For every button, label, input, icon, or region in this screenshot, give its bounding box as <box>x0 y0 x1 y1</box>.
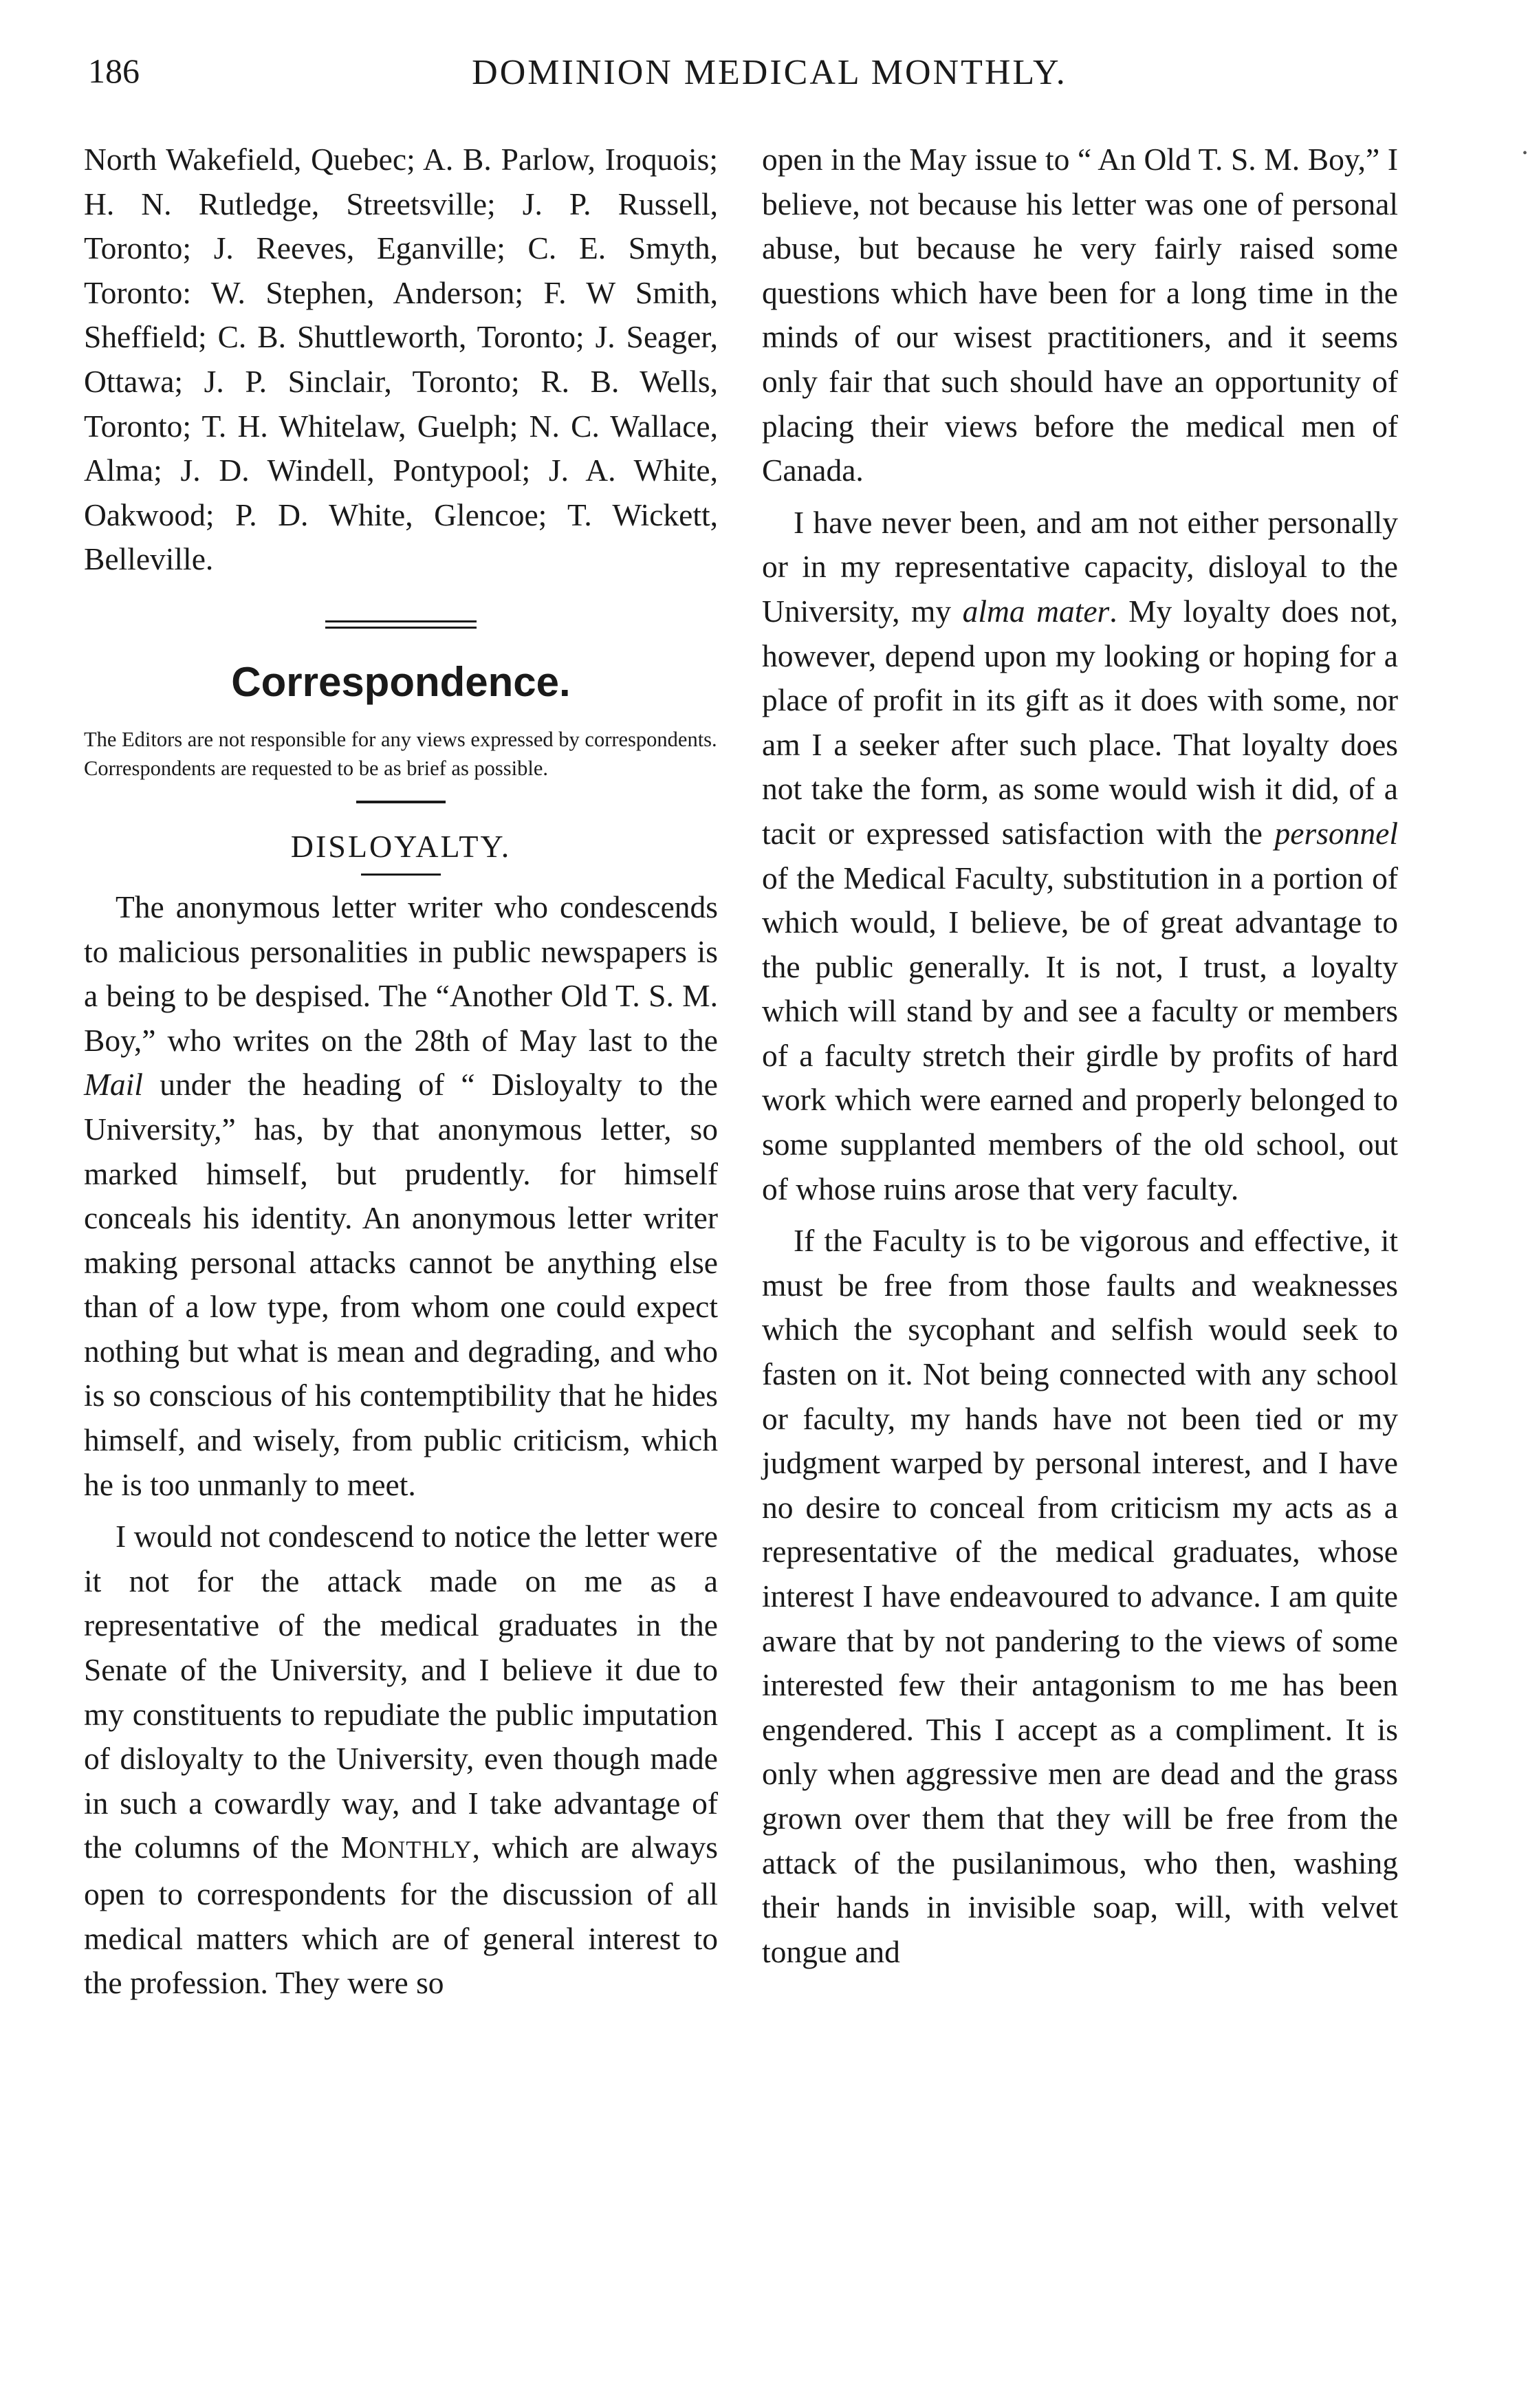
double-rule-divider <box>325 620 477 629</box>
names-list-paragraph: North Wakefield, Quebec; A. B. Parlow, Iroquois; H. N. Rutledge, Streetsville; J. P. Russell, Toronto; J. Reeves, Eganville; C. E. Smyth, Toronto: W. Stephen, Anderson; F. W Smith, Sheffield; C. B. Shuttleworth, Toronto; J. Seager, Ottawa; J. P. Sinclair, Toronto; R. B. Wells, Toronto; T. H. Whitelaw, Guelph; N. C. Wallace, Alma; J. D. Windell, Pontypool; J. A. White, Oakwood; P. D. White, Glencoe; T. Wickett, Belleville. <box>84 142 718 577</box>
italic-personnel: personnel <box>1274 815 1398 851</box>
small-caps-monthly: MONTHLY <box>340 1830 472 1865</box>
text-run: I have never been, and am not either personally or in my representative capacity, disloyal to the University, my <box>762 504 1398 629</box>
editor-note: The Editors are not responsible for any views expressed by correspondents. <box>84 727 717 751</box>
text-run: I would not condescend to notice the letter were it not for the attack made on me as a representative of the medical graduates in the Senate of the University, and I believe it due to my constituents to repudiate the public imputation of disloyalty to the University, even though made in such a cowardly way, and I take advantage of the columns of the <box>84 1519 718 1865</box>
section-heading: Correspondence. <box>231 658 571 705</box>
text-run: . My loyalty does not, however, depend upon my looking or hoping for a place of profit in its gift as it does with some, nor am I a seeker after such place. That loyalty does not take the form, as some would wish it did, of a tacit or expressed satisfaction with the <box>762 593 1399 851</box>
text-run: of the Medical Faculty, substitution in a portion of which would, I believe, be of great advantage to the public generally. It is not, I trust, a loyalty which will stand by and see a faculty or members of a faculty stretch their girdle by profits of hard work which were earned and properly belonged to some supplanted members of the old school, out of whose ruins arose that very faculty. <box>762 860 1398 1206</box>
italic-alma-mater: alma mater <box>962 593 1110 629</box>
tiny-rule-divider <box>361 874 441 876</box>
text-run: , which are always open to correspondents for the discussion of all medical matters which are of general interest to the profession. They were so <box>84 1830 718 2001</box>
text-run: The anonymous letter writer who condescends to malicious personalities in public newspapers is a being to be despised. The “Another Old T. S. M. Boy,” who writes on the 28th of May last to the <box>84 889 718 1058</box>
text-run: under the heading of “ Disloyalty to the University,” has, by that anonymous letter, so marked himself, but prudently. for himself conceals his identity. An anonymous letter writer making personal attacks cannot be anything else than of a low type, from whom one could expect nothing but what is mean and degrading, and who is so conscious of his contemptibility that he hides himself, and wisely, from public criticism, which he is too unmanly to meet. <box>84 1067 718 1502</box>
italic-mail: Mail <box>84 1067 143 1103</box>
margin-speck: • <box>1522 146 1528 161</box>
faculty-paragraph: If the Faculty is to be vigorous and effective, it must be free from those faults and weaknesses which the sycophant and selfish would seek to fasten on it. Not being connected with any school or faculty, my hands have not been tied or my judgment warped by personal interest, and I have no desire to conceal from criticism my acts as a representative of the medical graduates, whose interest I have endeavoured to advance. I am quite aware that by not pandering to the views of some interested few their antagonism to me has been engendered. This I accept as a compliment. It is only when aggressive men are dead and the grass grown over them that they will be free from the attack of the pusilanimous, who then, washing their hands in invisible soap, will, with velvet tongue and <box>762 1223 1398 1969</box>
short-rule-divider <box>356 801 446 803</box>
left-column <box>84 138 718 2006</box>
letter-title: DISLOYALTY. <box>290 828 512 864</box>
right-column <box>762 138 1398 1974</box>
loyalty-paragraph <box>762 501 1398 1212</box>
letter-paragraph-1 <box>84 885 718 1507</box>
correspondent-note: Correspondents are requested to be as brief as possible. <box>84 756 549 780</box>
continued-paragraph: open in the May issue to “ An Old T. S. M. Boy,” I believe, not because his letter was one of personal abuse, but because he very fairly raised some questions which have been for a long time in the minds of our wisest practitioners, and it seems only fair that such should have an opportunity of placing their views before the medical men of Canada. <box>762 142 1398 488</box>
page-number: 186 <box>88 52 140 90</box>
running-head: DOMINION MEDICAL MONTHLY. <box>472 53 1067 92</box>
letter-paragraph-2 <box>84 1515 718 2006</box>
